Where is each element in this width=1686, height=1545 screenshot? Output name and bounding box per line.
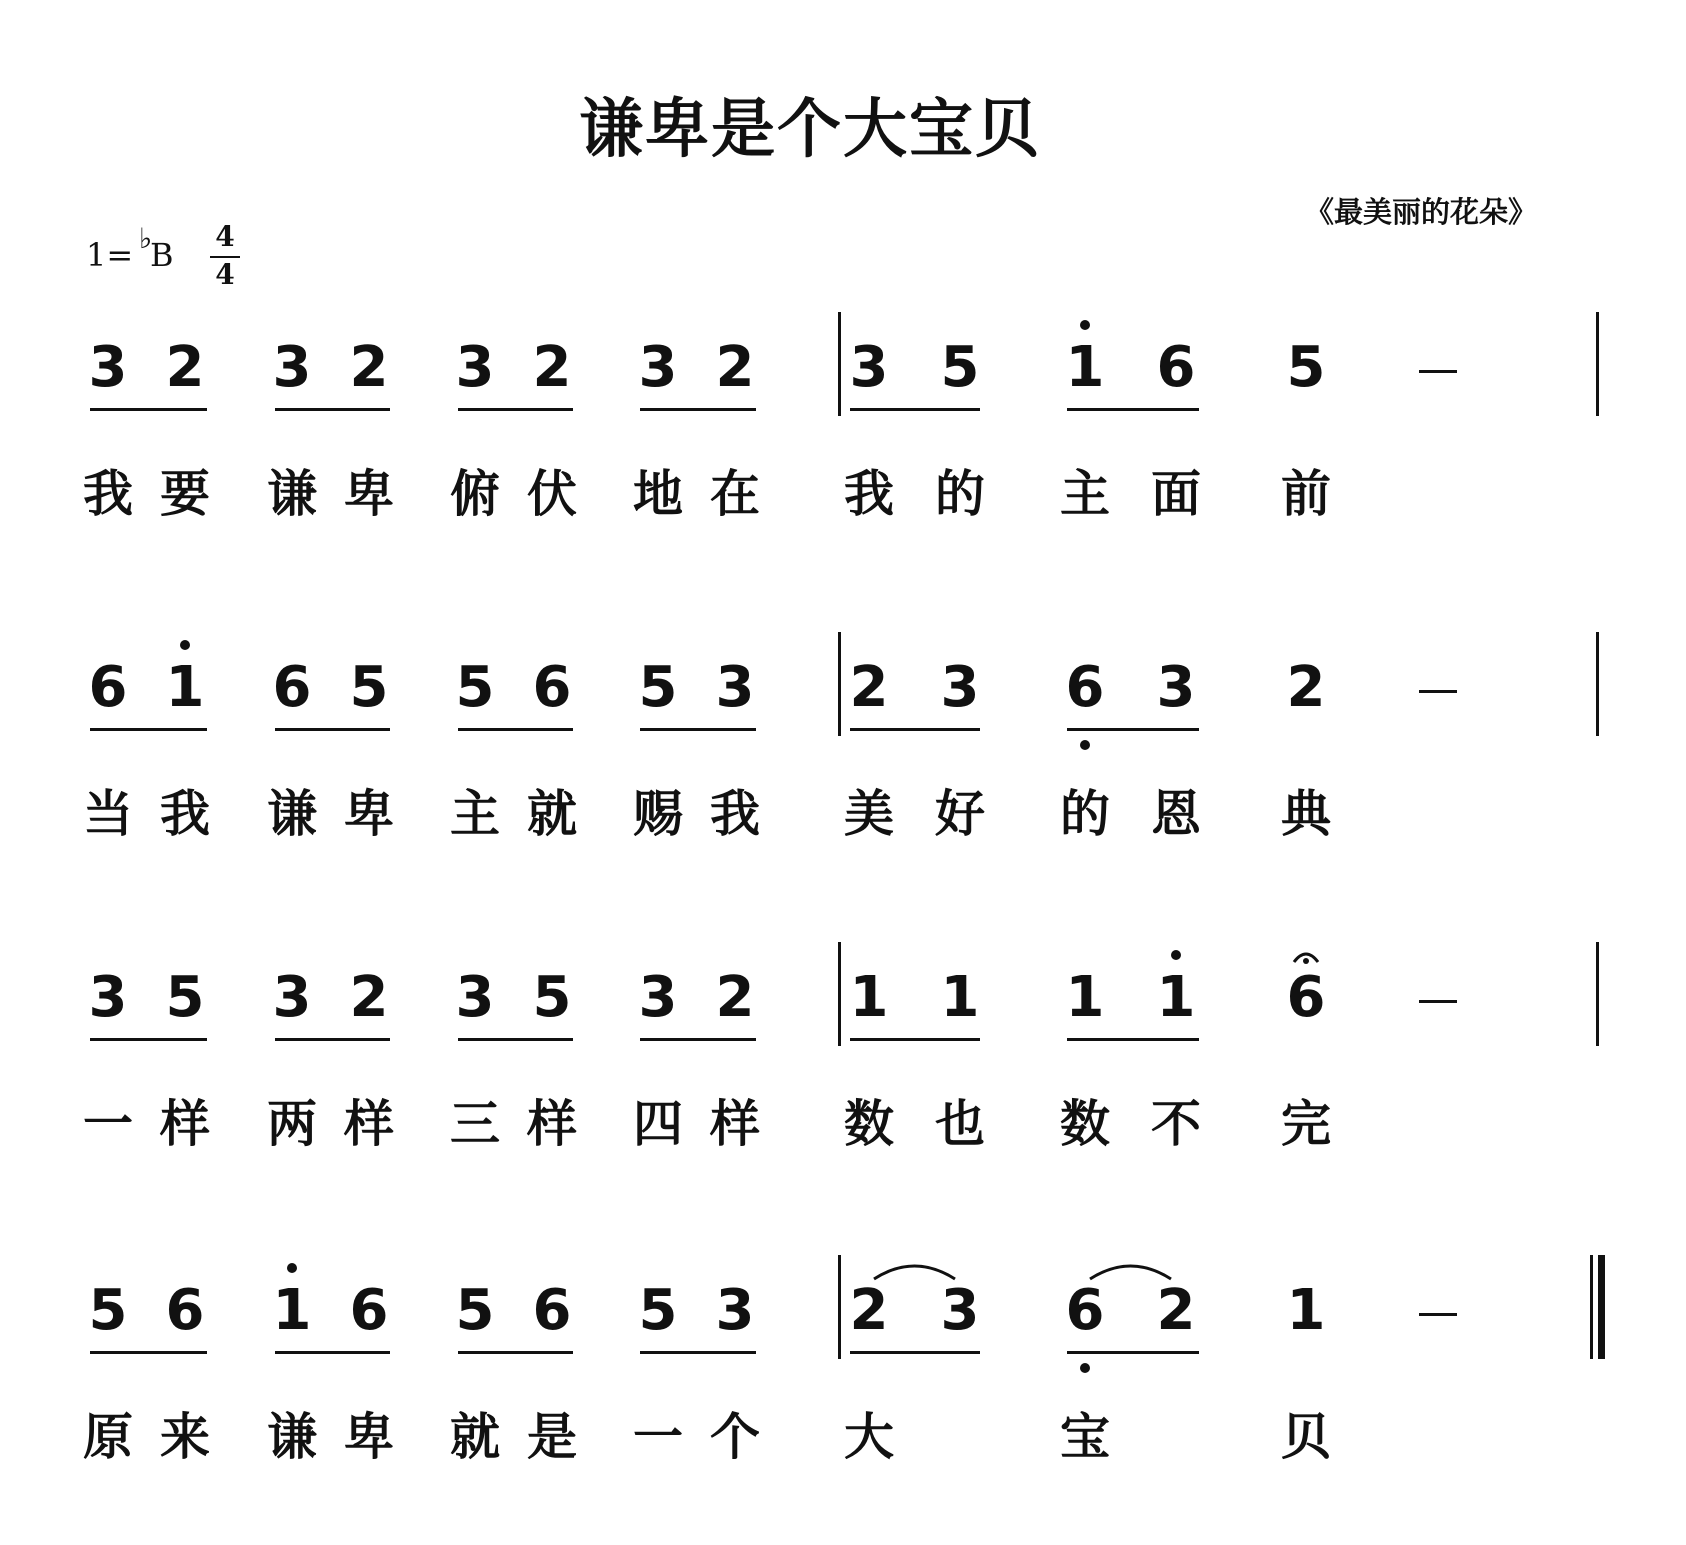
note: 3 — [1156, 655, 1196, 720]
lyric-char: 样 — [710, 1095, 760, 1153]
lyric-char: 原 — [83, 1408, 133, 1466]
bar-line — [838, 632, 841, 736]
lyric-char: 谦 — [267, 785, 317, 843]
lyric-char: 卑 — [344, 465, 394, 523]
lyric-char: 也 — [935, 1095, 985, 1153]
octave-up-dot — [1080, 320, 1090, 330]
eighth-note-beam — [275, 408, 390, 411]
song-title: 谦卑是个大宝贝 — [579, 93, 1041, 167]
note: 5 — [349, 655, 389, 720]
eighth-note-beam — [640, 1038, 756, 1041]
eighth-note-beam — [640, 728, 756, 731]
note: 5 — [940, 335, 980, 400]
eighth-note-beam — [850, 408, 980, 411]
eighth-note-beam — [1067, 1038, 1199, 1041]
note: 2 — [849, 655, 889, 720]
lyric-char: 大 — [844, 1408, 894, 1466]
note: 5 — [88, 1278, 128, 1343]
note: 5 — [455, 1278, 495, 1343]
note: 1 — [1286, 1278, 1326, 1343]
eighth-note-beam — [275, 1038, 390, 1041]
octave-up-dot — [180, 640, 190, 650]
note: 3 — [88, 335, 128, 400]
note: 6 — [165, 1278, 205, 1343]
eighth-note-beam — [458, 1038, 573, 1041]
lyric-char: 典 — [1281, 785, 1331, 843]
note: 3 — [940, 1278, 980, 1343]
end-bar-line — [1596, 312, 1599, 416]
sustain-dash — [1419, 1000, 1457, 1003]
note: 2 — [349, 965, 389, 1030]
octave-down-dot — [1080, 1363, 1090, 1373]
lyric-char: 的 — [935, 465, 985, 523]
eighth-note-beam — [90, 1351, 207, 1354]
note: 2 — [165, 335, 205, 400]
note: 1 — [165, 655, 205, 720]
key-signature-label: 1= — [86, 236, 134, 274]
note: 3 — [88, 965, 128, 1030]
octave-down-dot — [1080, 740, 1090, 750]
lyric-char: 我 — [844, 465, 894, 523]
note: 2 — [715, 965, 755, 1030]
eighth-note-beam — [850, 728, 980, 731]
key-flat-symbol: ♭ — [139, 222, 153, 255]
note: 2 — [349, 335, 389, 400]
note: 2 — [532, 335, 572, 400]
lyric-char: 三 — [450, 1095, 500, 1153]
lyric-char: 恩 — [1151, 785, 1201, 843]
key-signature-note: B — [150, 236, 174, 274]
eighth-note-beam — [1067, 728, 1199, 731]
fermata-mark — [1291, 946, 1321, 966]
lyric-char: 来 — [160, 1408, 210, 1466]
note: 1 — [940, 965, 980, 1030]
note: 5 — [165, 965, 205, 1030]
lyric-char: 一 — [83, 1095, 133, 1153]
note: 1 — [272, 1278, 312, 1343]
note: 6 — [1156, 335, 1196, 400]
staff-system-3 — [0, 965, 1686, 1200]
note: 3 — [715, 1278, 755, 1343]
eighth-note-beam — [1067, 408, 1199, 411]
sustain-dash — [1419, 690, 1457, 693]
lyric-char: 主 — [1060, 465, 1110, 523]
lyric-char: 伏 — [527, 465, 577, 523]
note: 3 — [272, 965, 312, 1030]
note: 6 — [349, 1278, 389, 1343]
lyric-char: 卑 — [344, 785, 394, 843]
bar-line — [838, 942, 841, 1046]
note: 1 — [849, 965, 889, 1030]
lyric-char: 就 — [527, 785, 577, 843]
bar-line — [838, 312, 841, 416]
note: 6 — [532, 655, 572, 720]
source-note: 《最美丽的花朵》 — [1305, 195, 1538, 229]
note: 1 — [1065, 335, 1105, 400]
lyric-char: 数 — [844, 1095, 894, 1153]
note: 6 — [272, 655, 312, 720]
note: 2 — [1156, 1278, 1196, 1343]
eighth-note-beam — [90, 728, 207, 731]
lyric-char: 样 — [344, 1095, 394, 1153]
lyric-char: 我 — [710, 785, 760, 843]
lyric-char: 我 — [83, 465, 133, 523]
lyric-char: 主 — [450, 785, 500, 843]
lyric-char: 不 — [1151, 1095, 1201, 1153]
lyric-char: 贝 — [1281, 1408, 1331, 1466]
lyric-char: 当 — [83, 785, 133, 843]
end-bar-line — [1596, 632, 1599, 736]
lyric-char: 的 — [1060, 785, 1110, 843]
note: 3 — [940, 655, 980, 720]
eighth-note-beam — [1067, 1351, 1199, 1354]
note: 6 — [1065, 655, 1105, 720]
eighth-note-beam — [458, 1351, 573, 1354]
time-signature-denominator: 4 — [215, 258, 235, 291]
note: 3 — [849, 335, 889, 400]
note: 5 — [638, 1278, 678, 1343]
eighth-note-beam — [458, 408, 573, 411]
eighth-note-beam — [640, 408, 756, 411]
note: 5 — [1286, 335, 1326, 400]
note: 5 — [638, 655, 678, 720]
lyric-char: 俯 — [450, 465, 500, 523]
note: 3 — [455, 335, 495, 400]
note: 2 — [1286, 655, 1326, 720]
note: 3 — [455, 965, 495, 1030]
eighth-note-beam — [640, 1351, 756, 1354]
lyric-char: 谦 — [267, 1408, 317, 1466]
staff-system-2 — [0, 655, 1686, 890]
note: 6 — [1286, 965, 1326, 1030]
lyric-char: 我 — [160, 785, 210, 843]
staff-system-1 — [0, 335, 1686, 570]
sustain-dash — [1419, 370, 1457, 373]
lyric-char: 美 — [844, 785, 894, 843]
staff-system-4 — [0, 1278, 1686, 1513]
note: 1 — [1065, 965, 1105, 1030]
lyric-char: 四 — [633, 1095, 683, 1153]
eighth-note-beam — [458, 728, 573, 731]
note: 6 — [532, 1278, 572, 1343]
note: 3 — [715, 655, 755, 720]
note: 2 — [715, 335, 755, 400]
lyric-char: 赐 — [633, 785, 683, 843]
lyric-char: 就 — [450, 1408, 500, 1466]
note: 6 — [1065, 1278, 1105, 1343]
eighth-note-beam — [850, 1038, 980, 1041]
lyric-char: 好 — [935, 785, 985, 843]
lyric-char: 宝 — [1060, 1408, 1110, 1466]
eighth-note-beam — [90, 1038, 207, 1041]
lyric-char: 面 — [1151, 465, 1201, 523]
note: 5 — [455, 655, 495, 720]
note: 2 — [849, 1278, 889, 1343]
eighth-note-beam — [275, 1351, 390, 1354]
eighth-note-beam — [275, 728, 390, 731]
lyric-char: 在 — [710, 465, 760, 523]
octave-up-dot — [1171, 950, 1181, 960]
note: 3 — [638, 965, 678, 1030]
end-bar-line — [1596, 942, 1599, 1046]
lyric-char: 数 — [1060, 1095, 1110, 1153]
tie-arc — [0, 1251, 1686, 1291]
note: 3 — [272, 335, 312, 400]
lyric-char: 地 — [633, 465, 683, 523]
eighth-note-beam — [850, 1351, 980, 1354]
time-signature-numerator: 4 — [215, 220, 235, 253]
lyric-char: 要 — [160, 465, 210, 523]
lyric-char: 谦 — [267, 465, 317, 523]
note: 5 — [532, 965, 572, 1030]
lyric-char: 前 — [1281, 465, 1331, 523]
note: 1 — [1156, 965, 1196, 1030]
lyric-char: 一 — [633, 1408, 683, 1466]
note: 6 — [88, 655, 128, 720]
note: 3 — [638, 335, 678, 400]
lyric-char: 完 — [1281, 1095, 1331, 1153]
lyric-char: 两 — [267, 1095, 317, 1153]
lyric-char: 个 — [710, 1408, 760, 1466]
lyric-char: 卑 — [344, 1408, 394, 1466]
lyric-char: 是 — [527, 1408, 577, 1466]
sustain-dash — [1419, 1313, 1457, 1316]
lyric-char: 样 — [527, 1095, 577, 1153]
lyric-char: 样 — [160, 1095, 210, 1153]
eighth-note-beam — [90, 408, 207, 411]
